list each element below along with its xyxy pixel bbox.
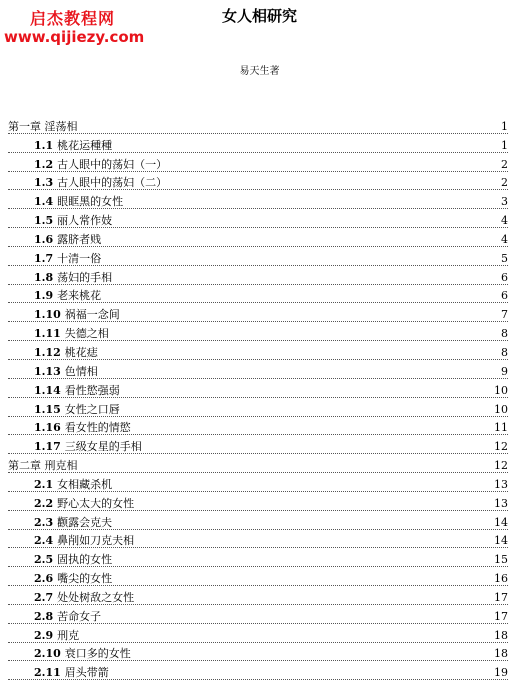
document-title: 女人相研究 xyxy=(221,7,297,25)
toc-section-entry[interactable] xyxy=(8,153,508,172)
toc-entry-title: 古人眼中的荡妇（一） xyxy=(57,157,168,171)
toc-chapter-entry[interactable] xyxy=(8,454,508,473)
watermark-url: www.qijiezy.com xyxy=(4,28,145,46)
toc-section-entry[interactable] xyxy=(8,530,508,549)
toc-entry-page: 14 xyxy=(494,534,508,548)
toc-entry-page: 4 xyxy=(501,232,508,246)
toc-entry-page: 16 xyxy=(494,572,508,586)
toc-entry-title: 丽人常作妓 xyxy=(57,214,113,228)
toc-entry-title: 荡妇的手相 xyxy=(57,270,113,284)
toc-entry-number: 1.4 xyxy=(34,195,54,209)
toc-entry-number: 2.7 xyxy=(34,590,54,604)
toc-entry-page: 4 xyxy=(501,214,508,228)
toc-entry-page: 11 xyxy=(494,421,508,435)
toc-entry-number: 2.5 xyxy=(34,553,54,567)
toc-entry-label xyxy=(8,346,494,359)
toc-section-entry[interactable] xyxy=(8,341,508,360)
toc-entry-title: 看女性的情慾 xyxy=(64,421,131,435)
toc-section-entry[interactable] xyxy=(8,548,508,567)
toc-entry-page: 18 xyxy=(494,647,508,661)
toc-entry-number: 2.4 xyxy=(34,534,54,548)
toc-entry-page: 19 xyxy=(494,666,508,680)
toc-entry-page: 5 xyxy=(501,251,508,265)
toc-entry-label xyxy=(8,459,494,472)
toc-entry-page: 14 xyxy=(494,515,508,529)
toc-entry-title: 女相藏杀机 xyxy=(57,477,113,491)
toc-entry-label xyxy=(8,629,494,642)
toc-entry-page: 10 xyxy=(494,402,508,416)
toc-section-entry[interactable] xyxy=(8,473,508,492)
toc-entry-page: 1 xyxy=(501,119,508,133)
toc-entry-label xyxy=(8,252,494,265)
toc-entry-title: 鼻削如刀克夫相 xyxy=(57,534,135,548)
toc-entry-number: 1.15 xyxy=(34,402,61,416)
toc-entry-number: 1.17 xyxy=(34,440,61,454)
toc-entry-label xyxy=(8,308,494,321)
toc-section-entry[interactable] xyxy=(8,435,508,454)
toc-entry-number: 2.8 xyxy=(34,609,54,623)
toc-entry-page: 13 xyxy=(494,477,508,491)
toc-entry-title: 颧露会克夫 xyxy=(57,515,113,529)
toc-entry-page: 2 xyxy=(501,176,508,190)
toc-entry-page: 12 xyxy=(494,440,508,454)
toc-entry-title: 失德之相 xyxy=(64,327,109,341)
toc-entry-label xyxy=(8,647,494,660)
toc-entry-title: 固执的女性 xyxy=(57,553,113,567)
toc-entry-label xyxy=(8,176,494,189)
toc-entry-label xyxy=(8,403,494,416)
toc-entry-title: 嘴尖的女性 xyxy=(57,572,113,586)
toc-entry-label xyxy=(8,572,494,585)
toc-entry-number: 1.3 xyxy=(34,176,54,190)
toc-chapter-entry[interactable] xyxy=(8,115,508,134)
toc-entry-title: 苦命女子 xyxy=(57,609,102,623)
toc-section-entry[interactable] xyxy=(8,190,508,209)
toc-entry-label xyxy=(8,214,494,227)
toc-section-entry[interactable] xyxy=(8,567,508,586)
toc-entry-number: 1.16 xyxy=(34,421,61,435)
toc-entry-label xyxy=(8,365,494,378)
toc-entry-label xyxy=(8,534,494,547)
toc-entry-label xyxy=(8,327,494,340)
toc-entry-page: 10 xyxy=(494,383,508,397)
toc-entry-number: 2.9 xyxy=(34,628,54,642)
toc-entry-number: 2.2 xyxy=(34,496,54,510)
toc-entry-title: 三级女星的手相 xyxy=(64,440,142,454)
toc-entry-title: 刑克 xyxy=(57,628,80,642)
toc-entry-number: 1.10 xyxy=(34,308,61,322)
toc-entry-title: 露脐者贱 xyxy=(57,232,102,246)
toc-entry-label xyxy=(8,666,494,679)
toc-entry-page: 15 xyxy=(494,553,508,567)
toc-entry-label xyxy=(8,233,494,246)
toc-entry-title: 女性之口唇 xyxy=(64,402,120,416)
toc-entry-number: 1.13 xyxy=(34,364,61,378)
toc-section-entry[interactable] xyxy=(8,398,508,417)
toc-entry-label xyxy=(8,591,494,604)
toc-entry-label xyxy=(8,289,494,302)
toc-entry-title: 桃花运種種 xyxy=(57,138,113,152)
toc-entry-title: 祸福一念间 xyxy=(64,308,120,322)
toc-entry-label xyxy=(8,553,494,566)
toc-entry-number: 2.1 xyxy=(34,477,54,491)
toc-entry-number: 2.10 xyxy=(34,647,61,661)
toc-entry-title: 老来桃花 xyxy=(57,289,102,303)
toc-entry-page: 13 xyxy=(494,496,508,510)
toc-section-entry[interactable] xyxy=(8,492,508,511)
toc-entry-label xyxy=(8,384,494,397)
toc-entry-title: 桃花痣 xyxy=(64,345,98,359)
toc-entry-number: 1.1 xyxy=(34,138,54,152)
toc-section-entry[interactable] xyxy=(8,266,508,285)
toc-entry-number: 1.7 xyxy=(34,251,54,265)
toc-entry-number: 1.11 xyxy=(34,327,61,341)
toc-entry-number: 1.5 xyxy=(34,214,54,228)
toc-entry-title: 色情相 xyxy=(64,364,98,378)
document-author: 易天生著 xyxy=(239,66,280,77)
toc-entry-number: 1.9 xyxy=(34,289,54,303)
toc-entry-title: 看性慾强弱 xyxy=(64,383,120,397)
toc-entry-page: 6 xyxy=(501,270,508,284)
toc-entry-label xyxy=(8,195,494,208)
toc-entry-page: 3 xyxy=(501,195,508,209)
toc-entry-page: 7 xyxy=(501,308,508,322)
toc-entry-label xyxy=(8,440,494,453)
toc-entry-label xyxy=(8,516,494,529)
toc-entry-title: 十清一俗 xyxy=(57,251,102,265)
toc-section-entry[interactable] xyxy=(8,643,508,662)
toc-entry-number: 1.6 xyxy=(34,232,54,246)
toc-section-entry[interactable] xyxy=(8,417,508,436)
toc-entry-number: 2.3 xyxy=(34,515,54,529)
table-of-contents xyxy=(8,115,508,680)
toc-section-entry[interactable] xyxy=(8,379,508,398)
toc-section-entry[interactable] xyxy=(8,209,508,228)
toc-entry-number: 1.12 xyxy=(34,345,61,359)
toc-entry-page: 2 xyxy=(501,157,508,171)
toc-section-entry[interactable] xyxy=(8,285,508,304)
toc-entry-page: 9 xyxy=(501,364,508,378)
toc-entry-page: 1 xyxy=(501,138,508,152)
toc-entry-label xyxy=(8,271,494,284)
toc-section-entry[interactable] xyxy=(8,228,508,247)
toc-entry-label xyxy=(8,120,494,133)
toc-section-entry[interactable] xyxy=(8,511,508,530)
toc-entry-title: 第一章 淫荡相 xyxy=(8,119,78,133)
toc-section-entry[interactable] xyxy=(8,303,508,322)
toc-section-entry[interactable] xyxy=(8,247,508,266)
toc-entry-page: 6 xyxy=(501,289,508,303)
toc-entry-number: 1.2 xyxy=(34,157,54,171)
toc-entry-label xyxy=(8,478,494,491)
toc-entry-title: 眉头带箭 xyxy=(64,666,109,680)
toc-entry-title: 野心太大的女性 xyxy=(57,496,135,510)
toc-section-entry[interactable] xyxy=(8,605,508,624)
toc-entry-number: 1.8 xyxy=(34,270,54,284)
toc-entry-title: 衰口多的女性 xyxy=(64,647,131,661)
toc-section-entry[interactable] xyxy=(8,322,508,341)
toc-section-entry[interactable] xyxy=(8,360,508,379)
toc-section-entry[interactable] xyxy=(8,624,508,643)
toc-entry-label xyxy=(8,610,494,623)
toc-entry-title: 处处树敌之女性 xyxy=(57,590,135,604)
toc-entry-label xyxy=(8,497,494,510)
toc-entry-number: 2.6 xyxy=(34,572,54,586)
toc-entry-page: 8 xyxy=(501,345,508,359)
toc-section-entry[interactable] xyxy=(8,134,508,153)
toc-section-entry[interactable] xyxy=(8,661,508,680)
toc-entry-label xyxy=(8,139,494,152)
toc-entry-title: 眼眶黑的女性 xyxy=(57,195,124,209)
toc-entry-page: 17 xyxy=(494,609,508,623)
toc-entry-page: 18 xyxy=(494,628,508,642)
watermark-site-name: 启杰教程网 xyxy=(30,9,116,28)
toc-entry-page: 8 xyxy=(501,327,508,341)
toc-entry-label xyxy=(8,158,494,171)
toc-entry-page: 12 xyxy=(494,459,508,473)
toc-entry-number: 1.14 xyxy=(34,383,61,397)
toc-entry-number: 2.11 xyxy=(34,666,61,680)
toc-entry-title: 古人眼中的荡妇（二） xyxy=(57,176,168,190)
toc-entry-title: 第二章 刑克相 xyxy=(8,459,78,473)
toc-entry-label xyxy=(8,421,494,434)
toc-section-entry[interactable] xyxy=(8,172,508,191)
toc-section-entry[interactable] xyxy=(8,586,508,605)
toc-entry-page: 17 xyxy=(494,590,508,604)
